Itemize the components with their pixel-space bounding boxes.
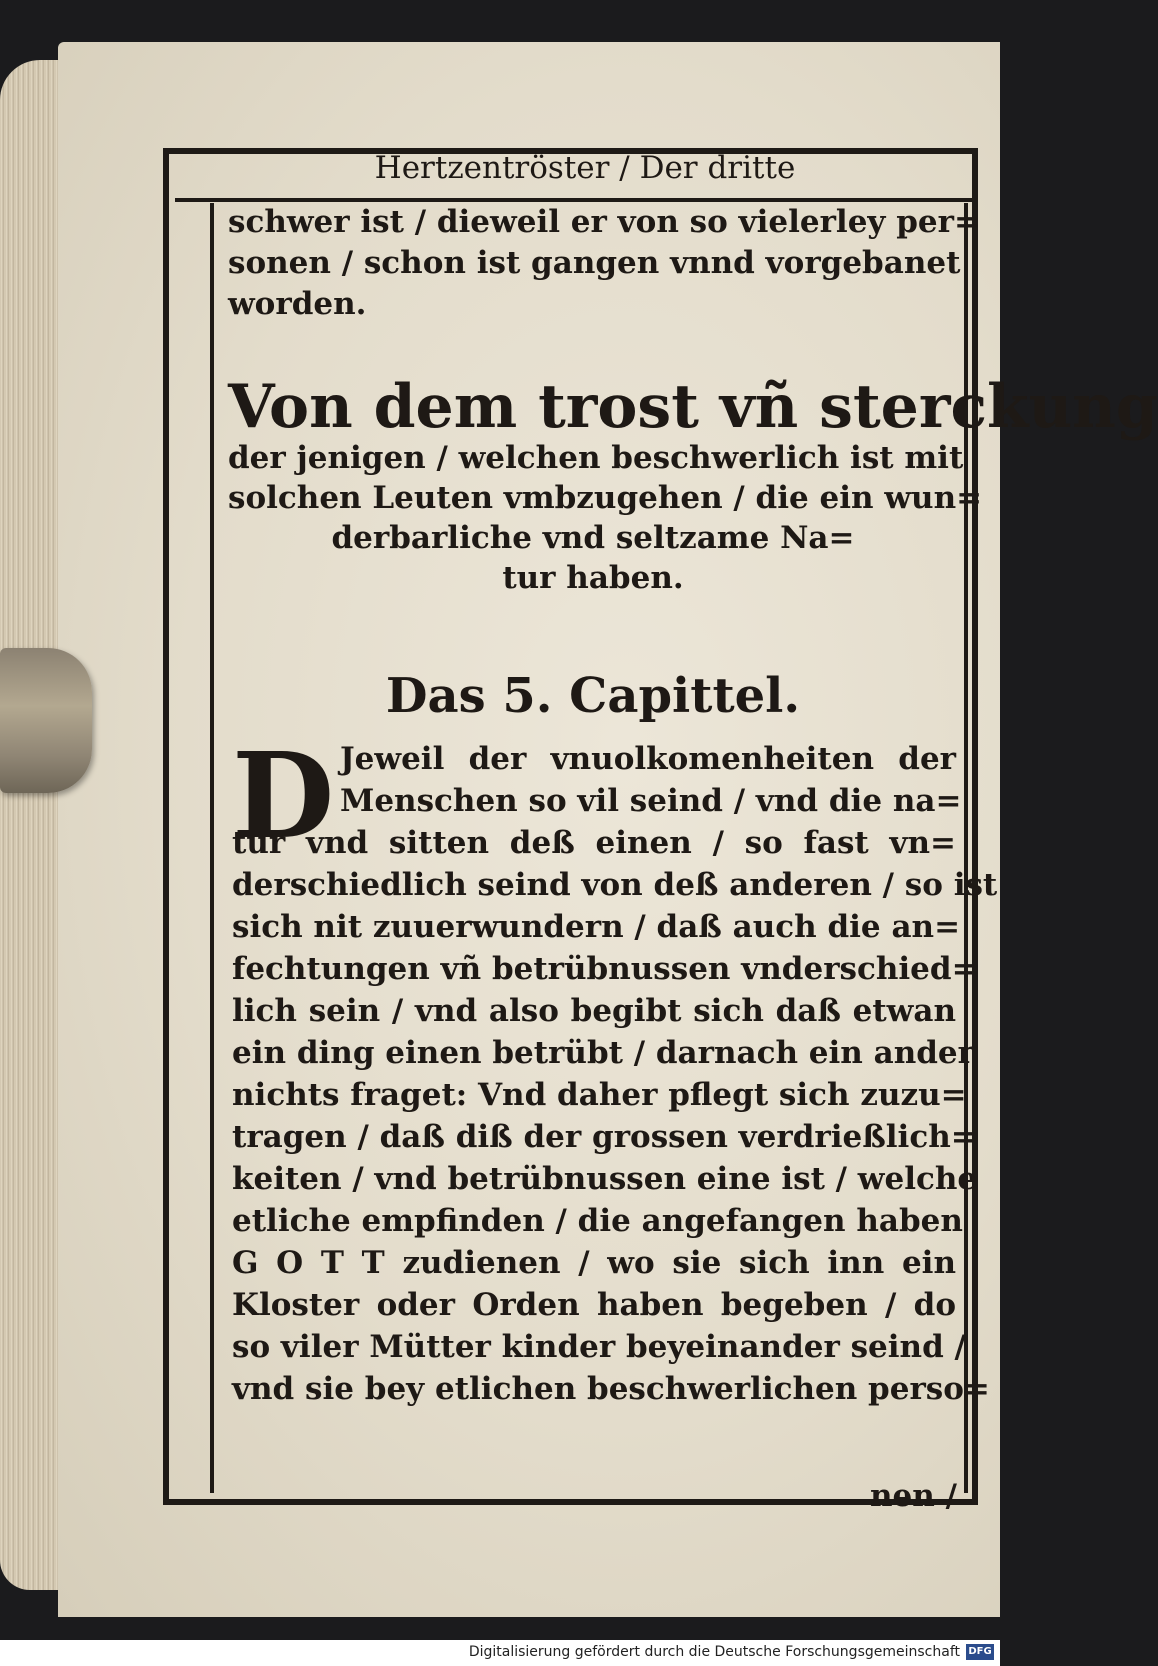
intro-line: schwer ist / dieweil er von so vielerley per= (228, 204, 980, 240)
body-line: keiten / vnd betrübnussen eine ist / welche (232, 1161, 978, 1197)
body-line: fechtungen vñ betrübnussen vnderschied= (232, 951, 978, 987)
subheading-line: solchen Leuten vmbzugehen / die ein wun= (228, 480, 983, 516)
body-line: sich nit zuuerwundern / daß auch die an= (232, 909, 961, 945)
body-line: Jeweil der vnuolkomenheiten der (340, 741, 956, 777)
running-head: Hertzentröster / Der dritte (374, 150, 796, 186)
body-line: ein ding einen betrübt / darnach ein ander (232, 1035, 974, 1071)
intro-line: sonen / schon ist gangen vnnd vorgebanet (228, 245, 961, 281)
body-line: vnd sie bey etlichen beschwerlichen perso= (232, 1371, 990, 1407)
dfg-logo-icon[interactable]: DFG (966, 1644, 994, 1660)
body-line: Kloster oder Orden haben begeben / do (232, 1287, 956, 1323)
body-line: lich sein / vnd also begibt sich daß etwan (232, 993, 956, 1029)
body-line: tragen / daß diß der grossen verdrießlich= (232, 1119, 977, 1155)
footer-bar (0, 1640, 1000, 1666)
chapter-title: Das 5. Capittel. (385, 668, 801, 724)
body-line: etliche empfinden / die angefangen haben (232, 1203, 963, 1239)
body-line: nichts fraget: Vnd daher pflegt sich zuzu= (232, 1077, 967, 1113)
body-line: G O T T zudienen / wo sie sich inn ein (232, 1245, 956, 1281)
decorated-initial: D (232, 726, 335, 865)
subheading-line: der jenigen / welchen beschwerlich ist mit (228, 440, 964, 476)
body-line: derschiedlich seind von deß anderen / so ist (232, 867, 998, 903)
body-line: tur vnd sitten deß einen / so fast vn= (232, 825, 956, 861)
subheading-line: tur haben. (502, 560, 684, 596)
intro-line: worden. (228, 286, 367, 322)
subheading-line: derbarliche vnd seltzame Na= (331, 520, 855, 556)
section-heading: Von dem trost vñ sterckung (228, 372, 1158, 442)
funding-credit: Digitalisierung gefördert durch die Deutsche Forschungsgemeinschaft (468, 1644, 960, 1660)
header-rule (175, 198, 972, 202)
body-line: Menschen so vil seind / vnd die na= (340, 783, 962, 819)
catchword: nen / (870, 1478, 957, 1514)
bookmark-tab (0, 648, 92, 793)
body-line: so viler Mütter kinder beyeinander seind / (232, 1329, 966, 1365)
